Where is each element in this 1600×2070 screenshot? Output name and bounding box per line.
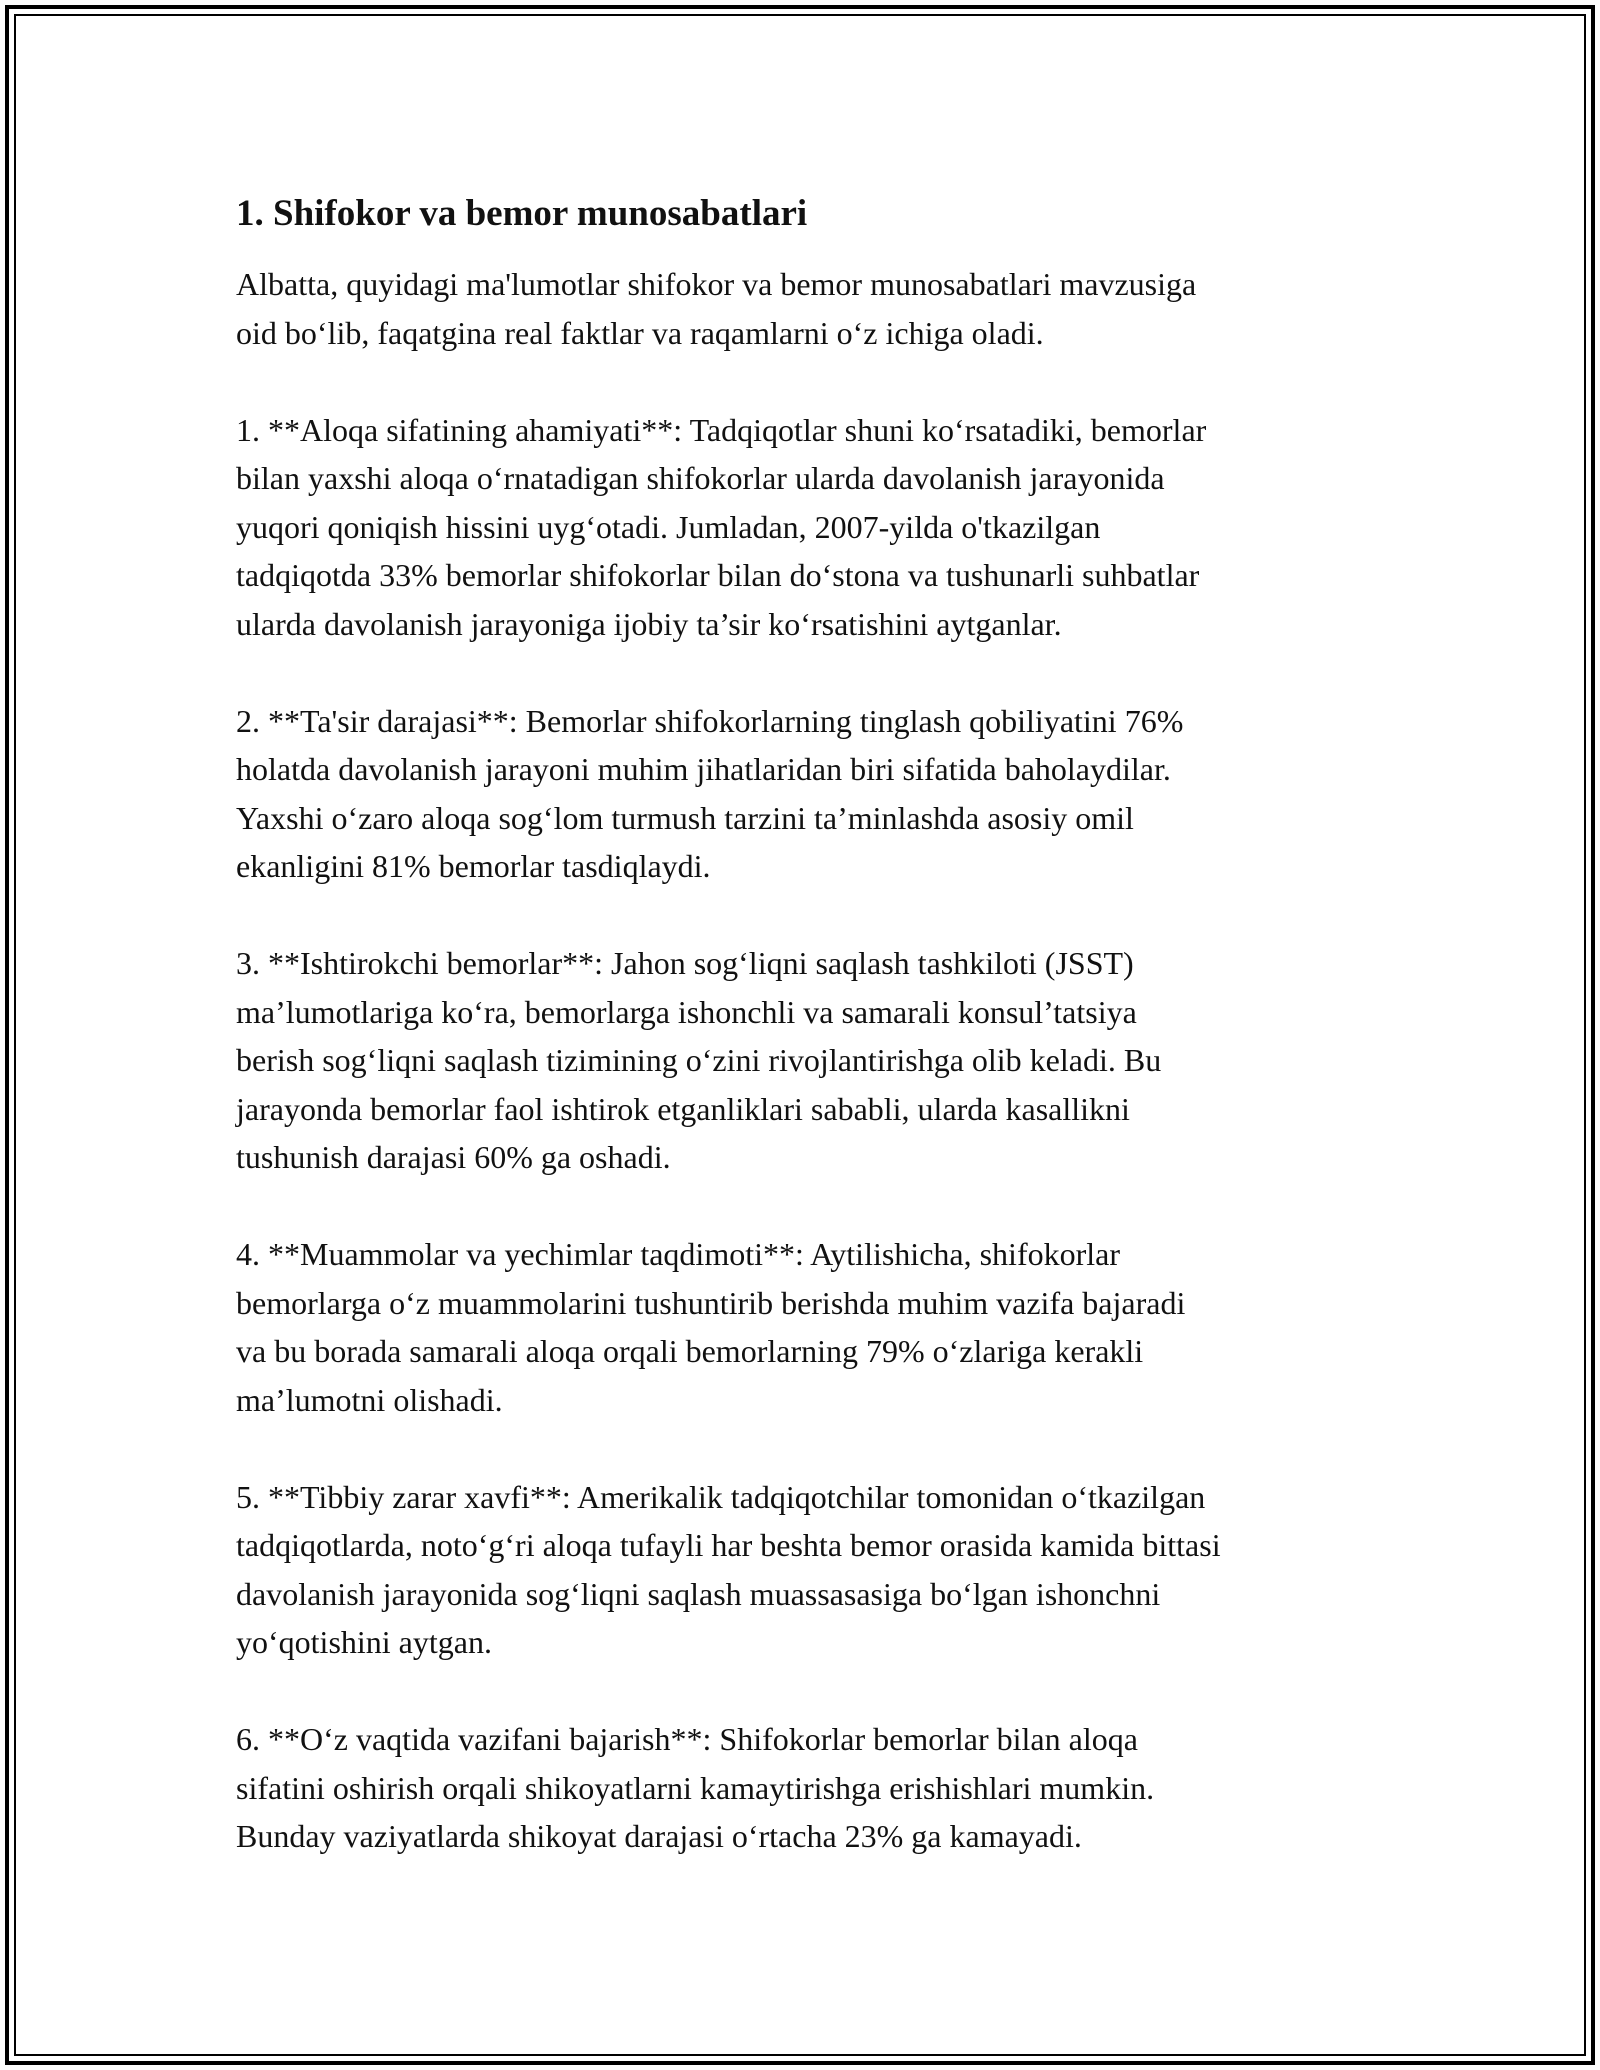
document-body: [236, 190, 1376, 1861]
paragraph-2-impact-level: 2. **Ta'sir darajasi**: Bemorlar shifokorlarning tinglash qobiliyatini 76% holatda davolanish jarayoni muhim jihatlaridan biri sifatida baholaydilar. Yaxshi o‘zaro aloqa sog‘lom turmush tarzini ta’minlashda asosiy omil ekanligini 81% bemorlar tasdiqlaydi.: [236, 702, 1184, 884]
paragraph-3-participating-patients: 3. **Ishtirokchi bemorlar**: Jahon sog‘liqni saqlash tashkiloti (JSST) ma’lumotlariga ko‘ra, bemorlarga ishonchli va samarali konsul’tatsiya berish sog‘liqni saqlash tizimining o‘zini rivojlantirishga olib keladi. Bu jarayonda bemorlar faol ishtirok etganliklari sababli, ularda kasallikni tushunish darajasi 60% ga oshadi.: [236, 945, 1162, 1175]
document-title: 1. Shifokor va bemor munosabatlari: [236, 193, 808, 234]
paragraph-5-medical-harm-risk: 5. **Tibbiy zarar xavfi**: Amerikalik tadqiqotchilar tomonidan o‘tkazilgan tadqiqotlarda, noto‘g‘ri aloqa tufayli har beshta bemor orasida kamida bittasi davolanish jarayonida sog‘liqni saqlash muassasasiga bo‘lgan ishonchni yo‘qotishini aytgan.: [236, 1478, 1221, 1660]
paragraph-6-timely-task: 6. **O‘z vaqtida vazifani bajarish**: Shifokorlar bemorlar bilan aloqa sifatini oshirish orqali shikoyatlarni kamaytirishga erishishlari mumkin. Bunday vaziyatlarda shikoyat darajasi o‘rtacha 23% ga kamayadi.: [236, 1721, 1155, 1854]
paragraph-4-problems-solutions: 4. **Muammolar va yechimlar taqdimoti**: Aytilishicha, shifokorlar bemorlarga o‘z muammolarini tushuntirib berishda muhim vazifa bajaradi va bu borada samarali aloqa orqali bemorlarning 79% o‘zlariga kerakli ma’lumotni olishadi.: [236, 1236, 1186, 1418]
paragraph-1-communication-quality: 1. **Aloqa sifatining ahamiyati**: Tadqiqotlar shuni ko‘rsatadiki, bemorlar bilan yaxshi aloqa o‘rnatadigan shifokorlar ularda davolanish jarayonida yuqori qoniqish hissini uyg‘otadi. Jumladan, 2007-yilda o'tkazilgan tadqiqotda 33% bemorlar shifokorlar bilan do‘stona va tushunarli suhbatlar ularda davolanish jarayoniga ijobiy ta’sir ko‘rsatishini aytganlar.: [236, 411, 1207, 642]
intro-paragraph: Albatta, quyidagi ma'lumotlar shifokor va bemor munosabatlari mavzusiga oid bo‘lib, faqatgina real faktlar va raqamlarni o‘z ichiga oladi.: [236, 266, 1197, 351]
